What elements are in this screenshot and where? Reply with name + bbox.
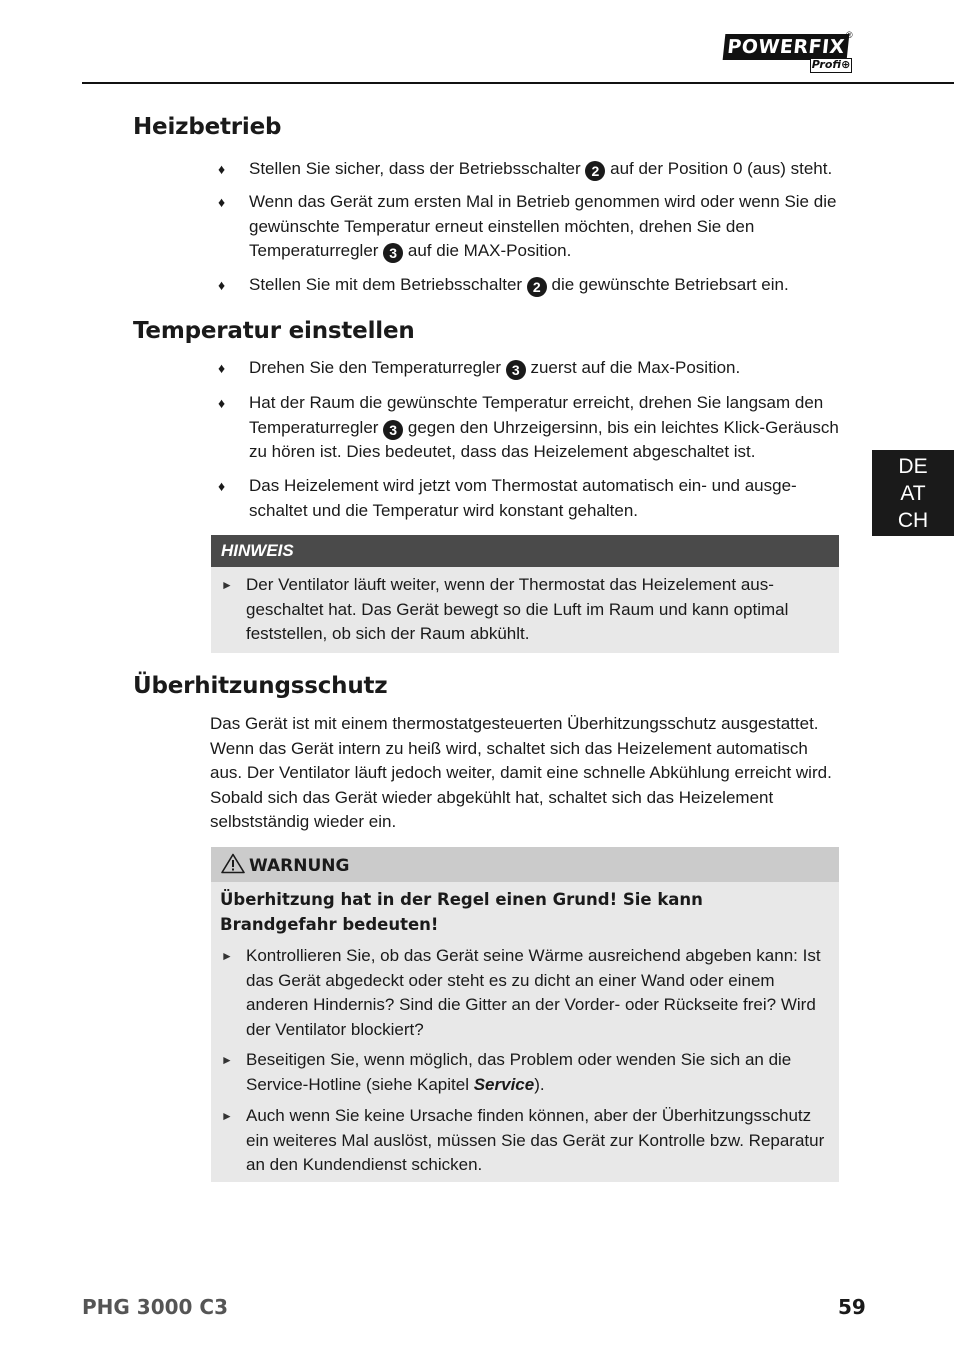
heading-heizbetrieb: Heizbetrieb: [133, 114, 282, 140]
ref-number-badge: 2: [527, 277, 547, 297]
diamond-bullet-icon: ♦: [218, 360, 226, 376]
warnung-item-text: Auch wenn Sie keine Ursache finden können, aber der Überhitzungsschutz ein weiteres Mal auslöst, müssen Sie das Gerät zur Kontrolle bzw. Reparatur an den Kundendienst schicken.: [246, 1106, 825, 1175]
header-rule: [82, 82, 954, 84]
list-item: [219, 1104, 831, 1178]
list-item: [219, 1048, 831, 1097]
list-item: [210, 391, 842, 465]
hinweis-note-box: [211, 535, 839, 653]
diamond-bullet-icon: ♦: [218, 395, 226, 411]
hinweis-text: Der Ventilator läuft weiter, wenn der Thermostat das Heizelement aus-geschaltet hat. Das Gerät bewegt so die Luft im Raum und kann optimal feststellen, ob sich der Raum abkühlt.: [246, 575, 789, 644]
ref-number-badge: 3: [383, 420, 403, 440]
list-item: [210, 190, 842, 264]
list-item: [219, 573, 831, 647]
bullet-text: auf die MAX-Position.: [403, 241, 572, 261]
logo-registered-mark: ®: [846, 30, 853, 40]
logo-wordmark: POWERFIX: [723, 34, 850, 60]
bullet-text: gegen den Uhrzeigersinn, bis ein leichtes Klick-Geräusch zu hören ist. Dies bedeutet, dass das Heizelement abgeschaltet ist.: [249, 417, 839, 462]
diamond-bullet-icon: ♦: [218, 277, 226, 293]
heading-temperatur-einstellen: Temperatur einstellen: [133, 318, 415, 344]
logo-sub-badge: Profi⊕: [811, 58, 851, 71]
language-de: DE: [898, 455, 928, 478]
list-item: [210, 273, 842, 298]
ref-number-badge: 3: [506, 360, 526, 380]
language-tab: [872, 450, 954, 536]
list-item: [219, 944, 831, 1042]
heading-ueberhitzungsschutz: Überhitzungsschutz: [133, 673, 388, 699]
bullet-text: Hat der Raum die gewünschte Temperatur erreicht, drehen Sie langsam den Temperaturregler: [249, 393, 824, 437]
diamond-bullet-icon: ♦: [218, 478, 226, 494]
warnung-header: [211, 847, 839, 882]
arrow-bullet-icon: ►: [221, 578, 233, 592]
language-ch: CH: [897, 509, 929, 532]
arrow-bullet-icon: ►: [221, 949, 233, 963]
warnung-item-text: ).: [534, 1074, 545, 1094]
diamond-bullet-icon: ♦: [218, 194, 226, 210]
warning-triangle-icon: [221, 853, 245, 874]
warnung-box: [211, 847, 839, 1182]
service-chapter-ref: Service: [473, 1074, 535, 1094]
ref-number-badge: 2: [585, 161, 605, 181]
page-number: 59: [838, 1295, 866, 1319]
language-at: AT: [900, 482, 926, 505]
bullet-text: Stellen Sie sicher, dass der Betriebsschalter: [249, 159, 586, 178]
bullet-text: Das Heizelement wird jetzt vom Thermostat automatisch ein- und ausge-schaltet und die Temperatur wird konstant gehalten.: [249, 476, 797, 520]
warnung-item-text: Kontrollieren Sie, ob das Gerät seine Wärme ausreichend abgeben kann: Ist das Gerät abgedeckt oder steht es zu dicht an einer Wand oder einem anderen Hindernis? Sind die Gitter an der Vorder- oder Rückseite frei? Wird der Ventilator blockiert?: [246, 946, 821, 1039]
list-item: [210, 356, 842, 381]
footer-model-number: PHG 3000 C3: [82, 1295, 228, 1319]
bullet-text: die gewünschte Betriebsart ein.: [546, 275, 789, 294]
arrow-bullet-icon: ►: [221, 1109, 233, 1123]
list-item: [210, 157, 842, 182]
bullet-text: Wenn das Gerät zum ersten Mal in Betrieb genommen wird oder wenn Sie die gewünschte Temperatur erneut einstellen möchten, drehen Sie den Temperaturregler: [249, 192, 837, 261]
warnung-lead-text: Überhitzung hat in der Regel einen Grund! Sie kann Brandgefahr bedeuten!: [220, 890, 703, 934]
body-paragraph: Das Gerät ist mit einem thermostatgesteuerten Überhitzungsschutz ausgestattet. Wenn das Gerät intern zu heiß wird, schaltet sich das Heizelement automatisch aus. Der Ventilator läuft jedoch weiter, damit eine schnelle Abkühlung erreicht wird. Sobald sich das Gerät wieder abgekühlt hat, schaltet sich das Heizelement selbstständig wieder ein.: [210, 714, 832, 832]
list-item: [210, 474, 842, 523]
diamond-bullet-icon: ♦: [218, 161, 226, 177]
ref-number-badge: 3: [383, 243, 403, 263]
arrow-bullet-icon: ►: [221, 1053, 233, 1067]
bullet-text: Stellen Sie mit dem Betriebsschalter: [249, 275, 527, 294]
bullet-text: Drehen Sie den Temperaturregler: [249, 358, 506, 377]
warnung-item-text: Beseitigen Sie, wenn möglich, das Problem oder wenden Sie sich an die Service-Hotline (siehe Kapitel: [246, 1050, 792, 1094]
bullet-text: zuerst auf die Max-Position.: [525, 358, 741, 377]
brand-logo: [724, 30, 853, 74]
hinweis-label: HINWEIS: [211, 535, 839, 567]
bullet-text: auf der Position 0 (aus) steht.: [605, 159, 833, 178]
warnung-label: WARNUNG: [249, 856, 350, 876]
